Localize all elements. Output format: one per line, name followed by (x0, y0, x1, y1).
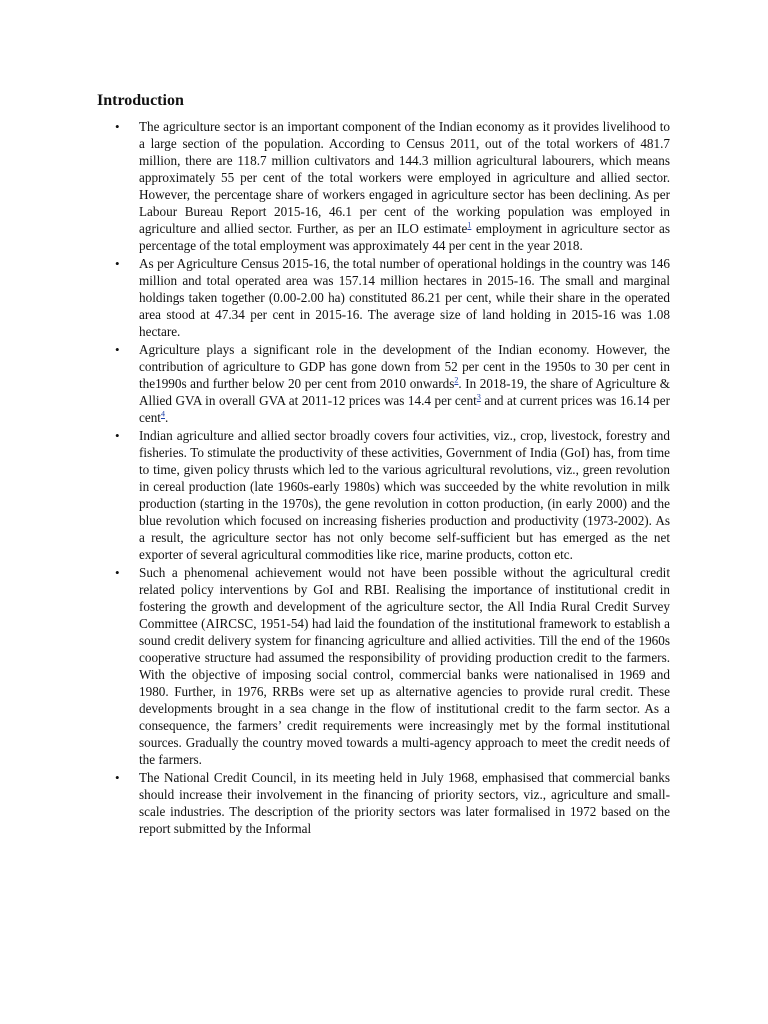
bullet-item (115, 341, 671, 426)
bullet-item (115, 564, 670, 768)
bullet-list (115, 118, 671, 837)
bullet-item (115, 255, 670, 340)
text-segment: The National Credit Council, in its meeting held in July 1968, emphasised that commercial banks should increase their involvement in the financing of priority sectors, viz., agriculture and small-scale industries. The description of the priority sectors was later formalised in 1972 based on the report submitted by the Informal (139, 770, 670, 836)
footnote-link[interactable]: 1 (467, 220, 472, 230)
text-segment: . In 2018-19, the share of Agriculture & Allied GVA in overall GVA at 2011-12 prices was 14.4 per cent (139, 376, 670, 408)
text-segment: . (164, 410, 169, 425)
bullet-text (139, 118, 670, 254)
text-segment: and at current prices was 16.14 per cent (139, 393, 671, 425)
bullet-icon: • (115, 342, 120, 357)
footnote-link[interactable]: 4 (160, 409, 165, 419)
bullet-item (115, 118, 670, 254)
footnote-link[interactable]: 3 (476, 392, 481, 402)
bullet-text (139, 427, 670, 563)
text-segment: Agriculture plays a significant role in the development of the Indian economy. However, the contribution of agriculture to GDP has gone down from 52 per cent in the 1950s to 30 per cent in the1990s and further below 20 per cent from 2010 onwards (139, 342, 670, 391)
bullet-text (139, 769, 670, 837)
bullet-icon: • (115, 119, 120, 134)
bullet-icon: • (115, 770, 120, 785)
bullet-icon: • (115, 565, 120, 580)
section-heading: Introduction (97, 92, 184, 109)
text-segment: employment in agriculture sector as percentage of the total employment was approximately 44 per cent in the year 2018. (139, 221, 670, 253)
bullet-icon: • (115, 256, 120, 271)
text-segment: Such a phenomenal achievement would not have been possible without the agricultural credit related policy interventions by GoI and RBI. Realising the importance of institutional credit in fostering the growth and development of the agriculture sector, the All India Rural Credit Survey Committee (AIRCSC, 1951-54) had laid the foundation of the institutional framework to establish a sound credit delivery system for financing agriculture and allied activities. Till the end of the 1960s cooperative structure had assumed the responsibility of providing production credit to the farmers. With the objective of imposing social control, commercial banks were nationalised in 1969 and 1980. Further, in 1976, RRBs were set up as alternative agencies to provide rural credit. These developments brought in a sea change in the flow of institutional credit to the farm sector. As a consequence, the farmers’ credit requirements were increasingly met by the formal institutional sources. Gradually the country moved towards a multi-agency approach to meet the credit needs of the farmers. (139, 565, 670, 767)
text-segment: As per Agriculture Census 2015-16, the total number of operational holdings in the country was 146 million and total operated area was 157.14 million hectares in 2015-16. The small and marginal holdings taken together (0.00-2.00 ha) constituted 86.21 per cent, while their share in the operated area stood at 47.34 per cent in 2015-16. The average size of land holding in 2015-16 was 1.08 hectare. (139, 256, 670, 339)
bullet-item (115, 769, 670, 837)
bullet-text (139, 255, 670, 340)
bullet-icon: • (115, 428, 120, 443)
bullet-text (139, 341, 670, 426)
bullet-item (115, 427, 670, 563)
bullet-text (139, 564, 670, 768)
text-segment: The agriculture sector is an important component of the Indian economy as it provides livelihood to a large section of the population. According to Census 2011, out of the total workers of 481.7 million, there are 118.7 million cultivators and 144.3 million agricultural labourers, which means approximately 55 per cent of the total workers were employed in agriculture and allied sector. However, the percentage share of workers engaged in agriculture sector has been declining. As per Labour Bureau Report 2015-16, 46.1 per cent of the working population was employed in agriculture and allied sector. Further, as per an ILO estimate (139, 119, 670, 236)
text-segment: Indian agriculture and allied sector broadly covers four activities, viz., crop, livestock, forestry and fisheries. To stimulate the productivity of these activities, Government of India (GoI) has, from time to time, given policy thrusts which led to the various agricultural revolutions, viz., green revolution in cereal production (late 1960s-early 1980s) which was succeeded by the white revolution in milk production (starting in the 1970s), the gene revolution in cotton production, (in early 2000) and the blue revolution which focused on increasing fisheries production and productivity (1973-2002). As a result, the agriculture sector has not only become self-sufficient but has emerged as the net exporter of several agricultural commodities like rice, marine products, cotton etc. (139, 428, 670, 562)
footnote-link[interactable]: 2 (454, 375, 459, 385)
